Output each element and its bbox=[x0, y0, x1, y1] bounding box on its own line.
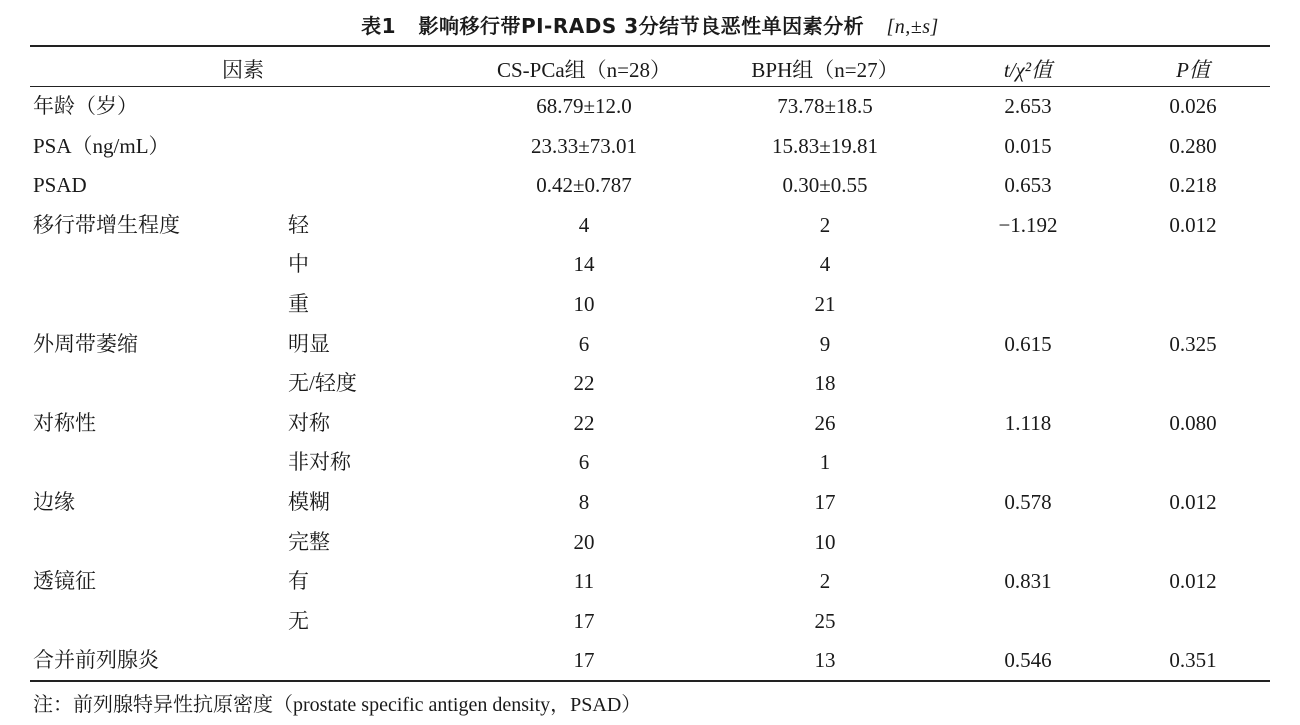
cell-cspca-value: 10 bbox=[573, 292, 595, 316]
cell-p-value: 0.351 bbox=[1169, 648, 1217, 672]
cell-cspca-value: 23.33±73.01 bbox=[530, 134, 638, 158]
cell-p-value: 0.325 bbox=[1169, 332, 1217, 356]
cell-test-statistic: 0.546 bbox=[1004, 648, 1052, 672]
cell-cspca-value: 22 bbox=[573, 371, 595, 395]
cell-subcategory: 模糊 bbox=[288, 490, 330, 514]
cell-factor: 合并前列腺炎 bbox=[33, 648, 159, 672]
cell-p-value: 0.012 bbox=[1169, 213, 1217, 237]
header-factor: 因素 bbox=[222, 58, 264, 82]
cell-subcategory: 无 bbox=[288, 609, 309, 633]
cell-factor: 外周带萎缩 bbox=[33, 332, 138, 356]
cell-p-value: 0.080 bbox=[1169, 411, 1217, 435]
header-p-value: P值 bbox=[1176, 58, 1210, 82]
cell-test-statistic: −1.192 bbox=[998, 213, 1058, 237]
cell-bph-value: 2 bbox=[819, 213, 831, 237]
bottom-rule bbox=[30, 680, 1270, 682]
cell-bph-value: 26 bbox=[814, 411, 836, 435]
cell-cspca-value: 14 bbox=[573, 252, 595, 276]
table-footnote: 注：前列腺特异性抗原密度（prostate specific antigen density，PSAD） bbox=[33, 694, 642, 716]
cell-factor: PSA（ng/mL） bbox=[33, 134, 170, 158]
cell-subcategory: 完整 bbox=[288, 530, 330, 554]
cell-factor: 边缘 bbox=[33, 490, 75, 514]
cell-p-value: 0.280 bbox=[1169, 134, 1217, 158]
cell-cspca-value: 6 bbox=[578, 450, 590, 474]
cell-factor: 移行带增生程度 bbox=[33, 213, 180, 237]
cell-p-value: 0.012 bbox=[1169, 569, 1217, 593]
cell-factor: 透镜征 bbox=[33, 569, 96, 593]
caption-stats: [n,±s] bbox=[886, 16, 939, 38]
cell-bph-value: 2 bbox=[819, 569, 831, 593]
cell-test-statistic: 0.578 bbox=[1004, 490, 1052, 514]
cell-bph-value: 4 bbox=[819, 252, 831, 276]
cell-test-statistic: 2.653 bbox=[1004, 94, 1052, 118]
cell-cspca-value: 17 bbox=[573, 609, 595, 633]
cell-test-statistic: 0.615 bbox=[1004, 332, 1052, 356]
cell-bph-value: 21 bbox=[814, 292, 836, 316]
cell-subcategory: 轻 bbox=[288, 213, 309, 237]
cell-cspca-value: 22 bbox=[573, 411, 595, 435]
cell-factor: PSAD bbox=[33, 173, 87, 197]
cell-test-statistic: 0.831 bbox=[1004, 569, 1052, 593]
cell-cspca-value: 6 bbox=[578, 332, 590, 356]
cell-test-statistic: 0.653 bbox=[1004, 173, 1052, 197]
cell-test-statistic: 1.118 bbox=[1004, 411, 1052, 435]
cell-cspca-value: 4 bbox=[578, 213, 590, 237]
cell-bph-value: 10 bbox=[814, 530, 836, 554]
cell-subcategory: 重 bbox=[288, 292, 309, 316]
caption-title: 影响移行带PI-RADS 3分结节良恶性单因素分析 bbox=[418, 14, 865, 38]
cell-subcategory: 对称 bbox=[288, 411, 330, 435]
cell-bph-value: 1 bbox=[819, 450, 831, 474]
cell-test-statistic: 0.015 bbox=[1004, 134, 1052, 158]
cell-cspca-value: 8 bbox=[578, 490, 590, 514]
top-rule bbox=[30, 45, 1270, 47]
cell-subcategory: 有 bbox=[288, 569, 309, 593]
cell-bph-value: 18 bbox=[814, 371, 836, 395]
cell-cspca-value: 11 bbox=[573, 569, 595, 593]
cell-bph-value: 9 bbox=[819, 332, 831, 356]
header-test-statistic: t/χ²值 bbox=[1003, 58, 1053, 82]
cell-factor: 年龄（岁） bbox=[33, 94, 138, 118]
cell-subcategory: 无/轻度 bbox=[288, 371, 357, 395]
cell-subcategory: 明显 bbox=[288, 332, 330, 356]
cell-cspca-value: 20 bbox=[573, 530, 595, 554]
cell-bph-value: 73.78±18.5 bbox=[777, 94, 873, 118]
cell-factor: 对称性 bbox=[33, 411, 96, 435]
cell-p-value: 0.012 bbox=[1169, 490, 1217, 514]
cell-p-value: 0.026 bbox=[1169, 94, 1217, 118]
caption-label: 表1 bbox=[361, 14, 397, 38]
table-caption bbox=[0, 10, 1300, 39]
cell-cspca-value: 0.42±0.787 bbox=[536, 173, 632, 197]
cell-p-value: 0.218 bbox=[1169, 173, 1217, 197]
cell-bph-value: 13 bbox=[814, 648, 836, 672]
cell-bph-value: 25 bbox=[814, 609, 836, 633]
cell-bph-value: 15.83±19.81 bbox=[771, 134, 879, 158]
cell-subcategory: 非对称 bbox=[288, 450, 351, 474]
cell-cspca-value: 17 bbox=[573, 648, 595, 672]
cell-cspca-value: 68.79±12.0 bbox=[536, 94, 632, 118]
header-bph-group: BPH组（n=27） bbox=[751, 58, 899, 82]
cell-subcategory: 中 bbox=[288, 252, 309, 276]
cell-bph-value: 0.30±0.55 bbox=[782, 173, 868, 197]
header-cspca-group: CS-PCa组（n=28） bbox=[496, 58, 672, 82]
header-rule bbox=[30, 86, 1270, 87]
cell-bph-value: 17 bbox=[814, 490, 836, 514]
